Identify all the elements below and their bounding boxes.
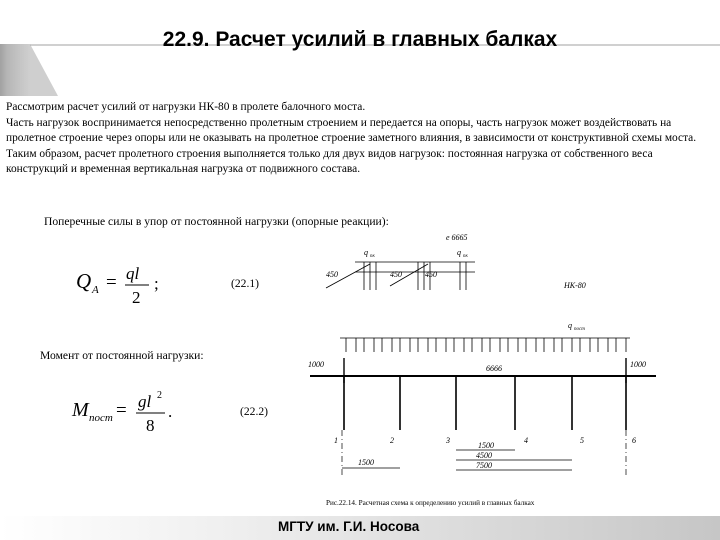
qpost-load [340, 338, 630, 352]
label-q2-sub: пк [463, 254, 468, 259]
equation-1 [70, 258, 190, 306]
eq1-subscript: A [92, 284, 99, 296]
label-b4: 1500 [358, 458, 374, 467]
label-d3: 450 [425, 270, 437, 279]
reactions-heading: Поперечные силы в упор от постоянной нагрузки (опорные реакции): [44, 215, 389, 228]
label-d2: 450 [390, 270, 402, 279]
label-nk80: НК-80 [564, 281, 586, 290]
figure-caption: Рис.22.14. Расчетная схема к определению усилий в главных балках [326, 499, 535, 507]
dimension-lines [342, 450, 572, 470]
eq1-lhs: Q [76, 269, 92, 293]
label-s2: 2 [390, 436, 394, 445]
eq2-exponent: 2 [157, 390, 162, 401]
moment-heading: Момент от постоянной нагрузки: [40, 349, 204, 362]
page-title: 22.9. Расчет усилий в главных балках [162, 28, 558, 51]
load-arrows-top [364, 262, 466, 290]
label-s5: 5 [580, 436, 584, 445]
label-q1-sub: пк [370, 254, 375, 259]
equation-2-number: (22.2) [240, 405, 269, 418]
eq1-equals: = [106, 272, 117, 293]
label-e1: е 6665 [446, 233, 468, 242]
paragraph-intro: Рассмотрим расчет усилий от нагрузки НК-80 в пролете балочного моста. [6, 101, 366, 113]
eq2-equals: = [116, 400, 127, 421]
eq2-lhs: M [72, 399, 89, 421]
body-paragraphs [6, 100, 706, 178]
label-q1: q [364, 248, 368, 257]
eq2-denominator: 8 [146, 416, 155, 435]
label-b1: 1500 [478, 441, 494, 450]
eq1-denominator: 2 [132, 288, 141, 306]
label-span: 6666 [486, 364, 502, 373]
load-scheme-figure [300, 228, 695, 496]
label-qpost-sub: пост [574, 327, 585, 332]
eq1-end: ; [154, 274, 159, 293]
label-qpost: q [568, 321, 572, 330]
eq2-subscript: пост [89, 412, 113, 424]
label-d1: 450 [326, 270, 338, 279]
label-q2: q [457, 248, 461, 257]
equation-2 [70, 386, 200, 436]
eq2-numerator: gl [138, 392, 152, 411]
equation-1-number: (22.1) [231, 277, 260, 290]
label-b3: 7500 [476, 461, 492, 470]
label-b2: 4500 [476, 451, 492, 460]
cross-beams [344, 376, 626, 430]
label-right-dim: 1000 [630, 360, 646, 369]
qpost-arrows [346, 338, 626, 352]
eq1-numerator: ql [126, 264, 140, 283]
label-s6: 6 [632, 436, 636, 445]
label-s3: 3 [446, 436, 450, 445]
eq2-end: . [168, 402, 173, 421]
paragraph-conclusion: Таким образом, расчет пролетного строения выполняется только для двух видов нагрузок: постоянная нагрузка от собственного веса конструкций и временная вертикальная нагрузка от подвижного состава. [6, 147, 653, 176]
paragraph-loads: Часть нагрузок воспринимается непосредственно пролетным строением и передается на опоры, часть нагрузок может воздействовать на пролетное строение через опоры или не оказывать на пролетное строение заметного влияния, в зависимости от конструктивной схемы моста. [6, 116, 697, 145]
label-s1: 1 [334, 436, 338, 445]
footer-label: МГТУ им. Г.И. Носова [278, 519, 420, 534]
label-s4: 4 [524, 436, 528, 445]
label-left-dim: 1000 [308, 360, 324, 369]
